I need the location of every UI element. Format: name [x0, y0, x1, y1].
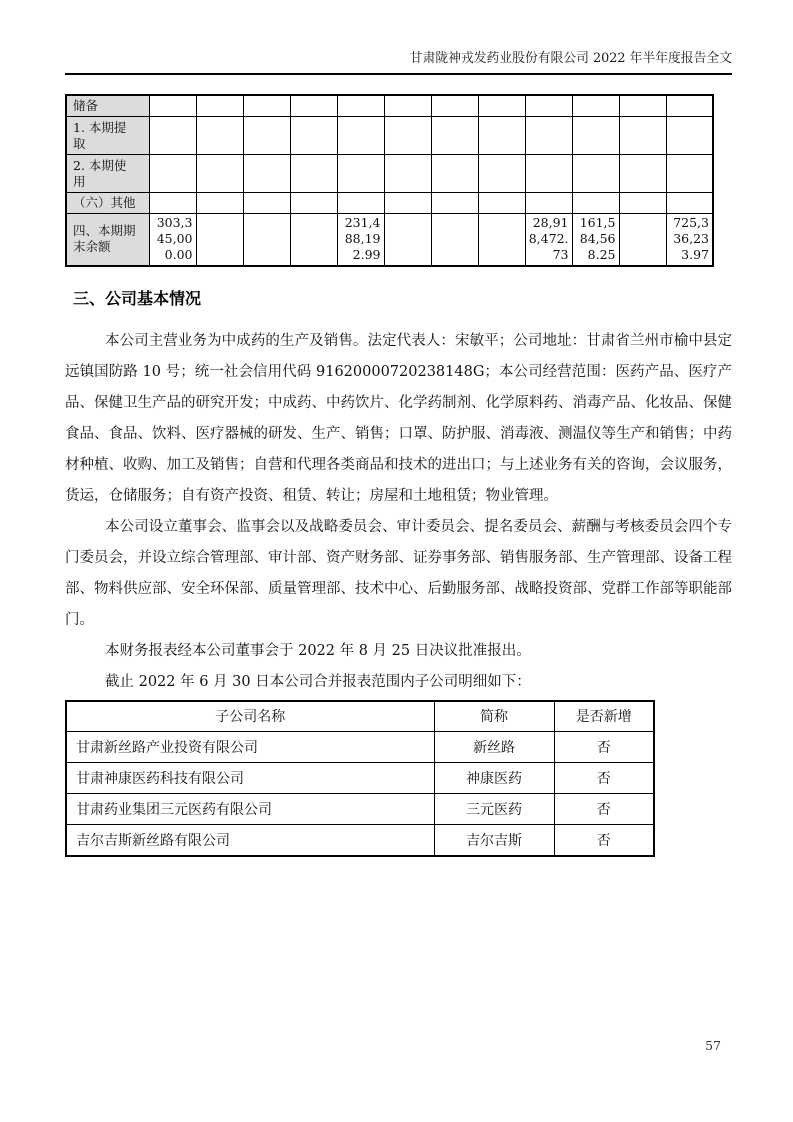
cell: [619, 214, 666, 266]
cell: [619, 193, 666, 214]
cell: [666, 155, 713, 193]
cell: [666, 193, 713, 214]
cell: [572, 155, 619, 193]
cell: [619, 95, 666, 117]
cell: [431, 193, 478, 214]
subsidiary-name: 甘肃药业集团三元医药有限公司: [66, 794, 434, 825]
cell: 231,488,192.99: [337, 214, 384, 266]
cell: [337, 155, 384, 193]
cell: [384, 214, 431, 266]
cell: [525, 193, 572, 214]
row-label: 1. 本期提取: [66, 117, 149, 155]
cell: [337, 117, 384, 155]
page-number: 57: [705, 1038, 721, 1053]
table-row: [66, 193, 713, 214]
cell: [525, 95, 572, 117]
cell: [243, 193, 290, 214]
cell: [337, 193, 384, 214]
cell: [290, 117, 337, 155]
section-heading: 三、公司基本情况: [73, 288, 202, 308]
table-row: [66, 155, 713, 193]
row-label: 2. 本期使用: [66, 155, 149, 193]
cell: [431, 95, 478, 117]
cell: [196, 95, 243, 117]
cell: [478, 117, 525, 155]
cell: [478, 214, 525, 266]
cell: [337, 95, 384, 117]
cell: [478, 155, 525, 193]
subsidiary-name: 甘肃新丝路产业投资有限公司: [66, 732, 434, 763]
table-row: [66, 95, 713, 117]
subsidiary-is-new: 否: [554, 825, 654, 856]
paragraph-business-scope: 本公司主营业务为中成药的生产及销售。法定代表人：宋敏平；公司地址：甘肃省兰州市榆中县定远镇国防路 10 号；统一社会信用代码 91620000720238148G；本公司经营范围：医药产品、医疗产品、保健卫生产品的研究开发；中成药、中药饮片、化学药制剂、化学原料药、消毒产品、化妆品、保健食品、食品、饮料、医疗器械的研发、生产、销售；口罩、防护服、消毒液、测温仪等生产和销售；中药材种植、收购、加工及销售；自营和代理各类商品和技术的进出口；与上述业务有关的咨询，会议服务，货运，仓储服务；自有资产投资、租赁、转让；房屋和土地租赁；物业管理。: [65, 332, 732, 504]
cell: [478, 95, 525, 117]
subsidiary-short-name: 神康医药: [434, 763, 554, 794]
table-row: [66, 117, 713, 155]
row-label: 储备: [66, 95, 149, 117]
cell: [243, 214, 290, 266]
table-row: [66, 732, 654, 763]
cell: [384, 155, 431, 193]
table-row: [66, 794, 654, 825]
cell: [619, 155, 666, 193]
cell: 725,336,233.97: [666, 214, 713, 266]
row-label: 四、本期期末余额: [66, 214, 149, 266]
cell: [431, 155, 478, 193]
subsidiary-name: 吉尔吉斯新丝路有限公司: [66, 825, 434, 856]
paragraph-org-structure: 本公司设立董事会、监事会以及战略委员会、审计委员会、提名委员会、薪酬与考核委员会四个专门委员会，并设立综合管理部、审计部、资产财务部、证券事务部、销售服务部、生产管理部、设备工程部、物料供应部、安全环保部、质量管理部、技术中心、后勤服务部、战略投资部、党群工作部等职能部门。: [65, 518, 732, 628]
cell: [384, 117, 431, 155]
cell: [149, 155, 196, 193]
cell: [384, 193, 431, 214]
cell: 303,345,000.00: [149, 214, 196, 266]
cell: [149, 117, 196, 155]
reserve-table: [65, 94, 714, 267]
cell: [431, 214, 478, 266]
cell: [196, 155, 243, 193]
cell: [478, 193, 525, 214]
subsidiary-table: [65, 700, 655, 857]
paragraph-report-approval: 本财务报表经本公司董事会于 2022 年 8 月 25 日决议批准报出。: [105, 642, 531, 659]
table-row: [66, 763, 654, 794]
cell: [243, 155, 290, 193]
cell: [666, 117, 713, 155]
column-header-subsidiary-name: 子公司名称: [66, 701, 434, 732]
cell: [572, 117, 619, 155]
subsidiary-short-name: 三元医药: [434, 794, 554, 825]
cell: [525, 155, 572, 193]
report-title-header: 甘肃陇神戎发药业股份有限公司 2022 年半年度报告全文: [409, 51, 732, 66]
column-header-is-new: 是否新增: [554, 701, 654, 732]
paragraph-subsidiaries-intro: 截止 2022 年 6 月 30 日本公司合并报表范围内子公司明细如下：: [105, 673, 531, 690]
row-label: （六）其他: [66, 193, 149, 214]
cell: [196, 193, 243, 214]
subsidiary-is-new: 否: [554, 732, 654, 763]
cell: [619, 117, 666, 155]
cell: [572, 193, 619, 214]
cell: [525, 117, 572, 155]
cell: [384, 95, 431, 117]
cell: 161,584,568.25: [572, 214, 619, 266]
subsidiary-is-new: 否: [554, 794, 654, 825]
table-row: [66, 825, 654, 856]
cell: [196, 117, 243, 155]
column-header-short-name: 简称: [434, 701, 554, 732]
cell: [290, 193, 337, 214]
table-header-row: [66, 701, 654, 732]
cell: [572, 95, 619, 117]
cell: [431, 117, 478, 155]
cell: [290, 155, 337, 193]
table-row: [66, 214, 713, 266]
cell: [243, 117, 290, 155]
cell: [149, 95, 196, 117]
cell: [290, 95, 337, 117]
header-rule: [65, 73, 732, 75]
cell: [290, 214, 337, 266]
cell: 28,918,472.73: [525, 214, 572, 266]
subsidiary-short-name: 吉尔吉斯: [434, 825, 554, 856]
cell: [666, 95, 713, 117]
subsidiary-short-name: 新丝路: [434, 732, 554, 763]
subsidiary-name: 甘肃神康医药科技有限公司: [66, 763, 434, 794]
cell: [243, 95, 290, 117]
cell: [149, 193, 196, 214]
cell: [196, 214, 243, 266]
subsidiary-is-new: 否: [554, 763, 654, 794]
